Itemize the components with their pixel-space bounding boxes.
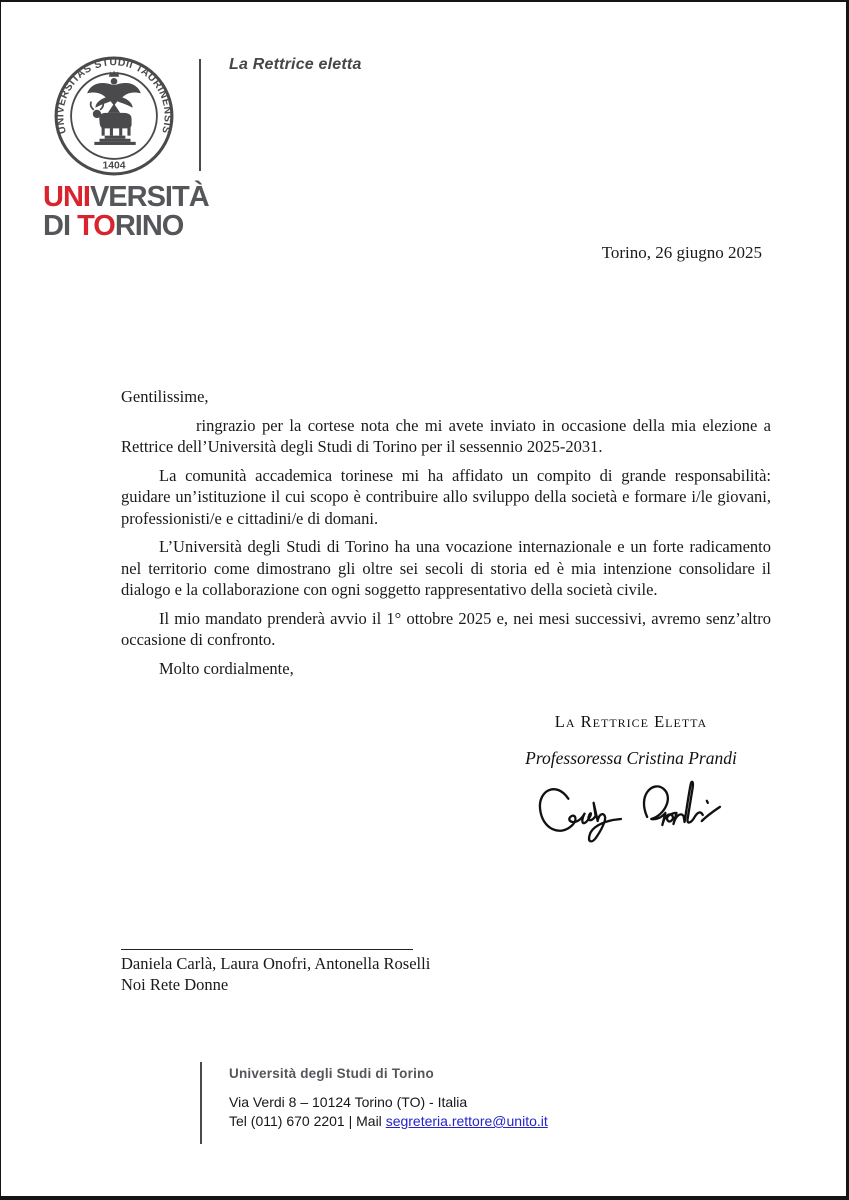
footer-address: Via Verdi 8 – 10124 Torino (TO) - Italia: [229, 1094, 468, 1110]
handwritten-signature: [534, 774, 726, 868]
university-seal-icon: [53, 55, 175, 177]
recipient-names: Daniela Carlà, Laura Onofri, Antonella Roselli: [121, 954, 431, 973]
closing-line: Molto cordialmente,: [159, 658, 294, 678]
header-divider: [199, 59, 201, 171]
paragraph-1: ringrazio per la cortese nota che mi avete inviato in occasione della mia elezione a Rettrice dell’Università degli Studi di Torino per il sessennio 2025-2031.: [121, 415, 771, 456]
date-line: Torino, 26 giugno 2025: [601, 243, 762, 262]
wordmark-di: DI: [43, 210, 78, 242]
paragraph-3: L’Università degli Studi di Torino ha una vocazione internazionale e un forte radicamento nel territorio come dimostrano gli oltre sei secoli di storia ed è mia intenzione consolidare il dialogo e la collaborazione con ogni soggetto rappresentativo della società civile.: [121, 537, 771, 599]
signer-name: Professoressa Cristina Prandi: [525, 748, 737, 768]
signer-role: La Rettrice Eletta: [554, 712, 708, 731]
footer-institution: Università degli Studi di Torino: [229, 1066, 434, 1081]
wordmark-rino: RINO: [114, 210, 184, 242]
seal-inscription: UNIVERSITAS STUDII TAURINENSIS: [55, 57, 173, 135]
wordmark-line2: [43, 212, 209, 241]
university-wordmark: [43, 183, 209, 241]
wordmark-uni: UNI: [43, 181, 90, 213]
seal-eagle-bull-emblem-icon: [87, 71, 141, 145]
footer-contact: [229, 1112, 548, 1131]
footer-contact-prefix: Tel (011) 670 2201 | Mail: [229, 1113, 386, 1129]
footer-divider: [200, 1062, 202, 1144]
recipient-organization: Noi Rete Donne: [121, 975, 229, 994]
seal-year: 1404: [102, 160, 126, 172]
salutation: Gentilissime,: [121, 387, 209, 406]
letter-body: [121, 386, 771, 686]
paragraph-2: La comunità accademica torinese mi ha affidato un compito di grande responsabilità: guidare un’istituzione il cui scopo è contribuire allo sviluppo della società e formare i/le giovani, professionisti/e e cittadini/e di domani.: [121, 465, 771, 528]
paragraph-4: Il mio mandato prenderà avvio il 1° ottobre 2025 e, nei mesi successivi, avremo senz’altro occasione di confronto.: [121, 608, 771, 649]
recipients-rule: [121, 949, 413, 950]
wordmark-line1: [43, 183, 209, 212]
footer-email-link[interactable]: segreteria.rettore@unito.it: [385, 1113, 548, 1129]
footer: [229, 1066, 548, 1131]
wordmark-to: TO: [77, 210, 115, 242]
office-title: La Rettrice eletta: [229, 56, 362, 73]
wordmark-versita: VERSITÀ: [89, 181, 209, 213]
recipients-block: [121, 953, 430, 995]
